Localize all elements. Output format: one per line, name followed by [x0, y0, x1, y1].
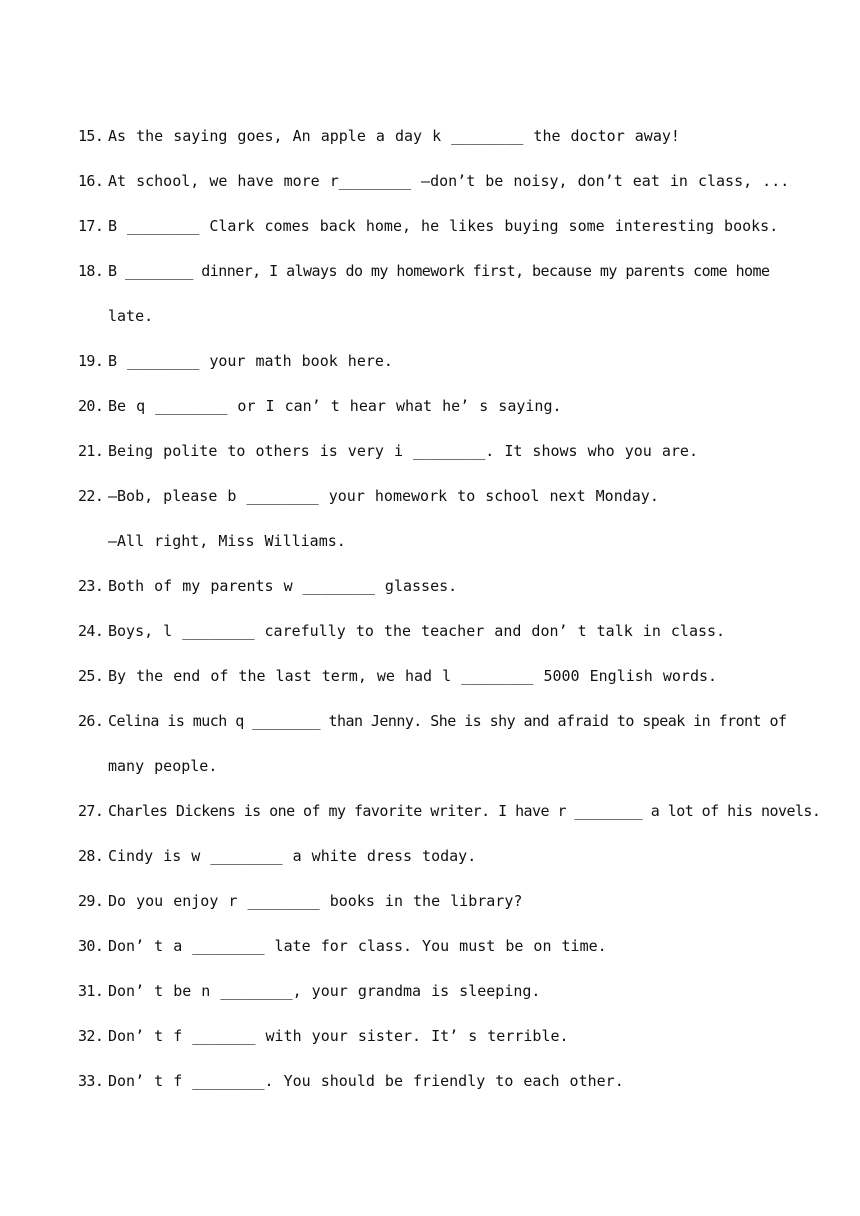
question-line: B ________ dinner, I always do my homework first, because my parents come home: [108, 262, 770, 280]
question-item: [78, 924, 798, 969]
question-text: [108, 834, 798, 879]
question-line: Don’ t f _______ with your sister. It’ s terrible.: [108, 1027, 569, 1045]
question-list: [78, 114, 821, 1104]
question-text: [108, 609, 798, 654]
question-text: [108, 564, 798, 609]
question-item: [78, 114, 798, 159]
question-text: [108, 1059, 798, 1104]
question-text: [108, 969, 798, 1014]
question-number: 20.: [78, 397, 104, 415]
question-line: Be q ________ or I can’ t hear what he’ s saying.: [108, 397, 562, 415]
question-text: [108, 474, 798, 564]
question-item: [78, 654, 798, 699]
question-number: 22.: [78, 487, 104, 505]
question-item: [78, 384, 798, 429]
question-number: 24.: [78, 622, 104, 640]
question-text: [108, 654, 798, 699]
question-text: [108, 339, 798, 384]
question-line: Charles Dickens is one of my favorite writer. I have r ________ a lot of his novels.: [108, 802, 821, 820]
question-item: [78, 789, 821, 834]
question-continuation-line: many people.: [108, 757, 218, 775]
question-line: By the end of the last term, we had l ________ 5000 English words.: [108, 667, 718, 685]
question-text: [108, 384, 798, 429]
question-line: Being polite to others is very i ________. It shows who you are.: [108, 442, 698, 460]
question-line: Boys, l ________ carefully to the teacher and don’ t talk in class.: [108, 622, 726, 640]
question-text: [108, 159, 798, 204]
question-text: [108, 249, 798, 339]
question-line: B ________ Clark comes back home, he likes buying some interesting books.: [108, 217, 779, 235]
question-item: [78, 249, 798, 339]
question-item: [78, 564, 798, 609]
question-item: [78, 1014, 798, 1059]
question-number: 28.: [78, 847, 104, 865]
question-item: [78, 474, 798, 564]
question-number: 27.: [78, 802, 104, 820]
question-number: 32.: [78, 1027, 104, 1045]
question-item: [78, 339, 798, 384]
question-item: [78, 879, 798, 924]
question-line: Do you enjoy r ________ books in the library?: [108, 892, 523, 910]
question-text: [108, 114, 798, 159]
question-text: [108, 429, 798, 474]
question-number: 19.: [78, 352, 104, 370]
question-line: B ________ your math book here.: [108, 352, 393, 370]
question-text: [108, 879, 798, 924]
question-line: As the saying goes, An apple a day k ________ the doctor away!: [108, 127, 680, 145]
question-line: At school, we have more r________ —don’t be noisy, don’t eat in class, ...: [108, 172, 790, 190]
question-number: 15.: [78, 127, 104, 145]
question-text: [108, 924, 798, 969]
question-item: [78, 204, 798, 249]
question-line: Both of my parents w ________ glasses.: [108, 577, 458, 595]
question-number: 17.: [78, 217, 104, 235]
question-number: 26.: [78, 712, 104, 730]
question-line: Don’ t f ________. You should be friendly to each other.: [108, 1072, 624, 1090]
question-line: Don’ t be n ________, your grandma is sleeping.: [108, 982, 541, 1000]
question-number: 29.: [78, 892, 104, 910]
question-number: 16.: [78, 172, 104, 190]
question-item: [78, 1059, 798, 1104]
question-number: 18.: [78, 262, 104, 280]
question-text: [108, 789, 820, 834]
question-item: [78, 609, 798, 654]
question-number: 21.: [78, 442, 104, 460]
question-continuation-line: late.: [108, 307, 154, 325]
question-number: 23.: [78, 577, 104, 595]
question-number: 33.: [78, 1072, 104, 1090]
question-text: [108, 204, 798, 249]
question-line: Celina is much q ________ than Jenny. She is shy and afraid to speak in front of: [108, 712, 787, 730]
question-line: Cindy is w ________ a white dress today.: [108, 847, 477, 865]
question-number: 25.: [78, 667, 104, 685]
question-item: [78, 699, 798, 789]
question-number: 30.: [78, 937, 104, 955]
question-item: [78, 834, 798, 879]
question-item: [78, 969, 798, 1014]
question-continuation-line: —All right, Miss Williams.: [108, 532, 346, 550]
question-item: [78, 159, 798, 204]
question-line: Don’ t a ________ late for class. You must be on time.: [108, 937, 607, 955]
question-text: [108, 699, 798, 789]
question-item: [78, 429, 798, 474]
question-text: [108, 1014, 798, 1059]
question-number: 31.: [78, 982, 104, 1000]
question-line: —Bob, please b ________ your homework to school next Monday.: [108, 487, 659, 505]
